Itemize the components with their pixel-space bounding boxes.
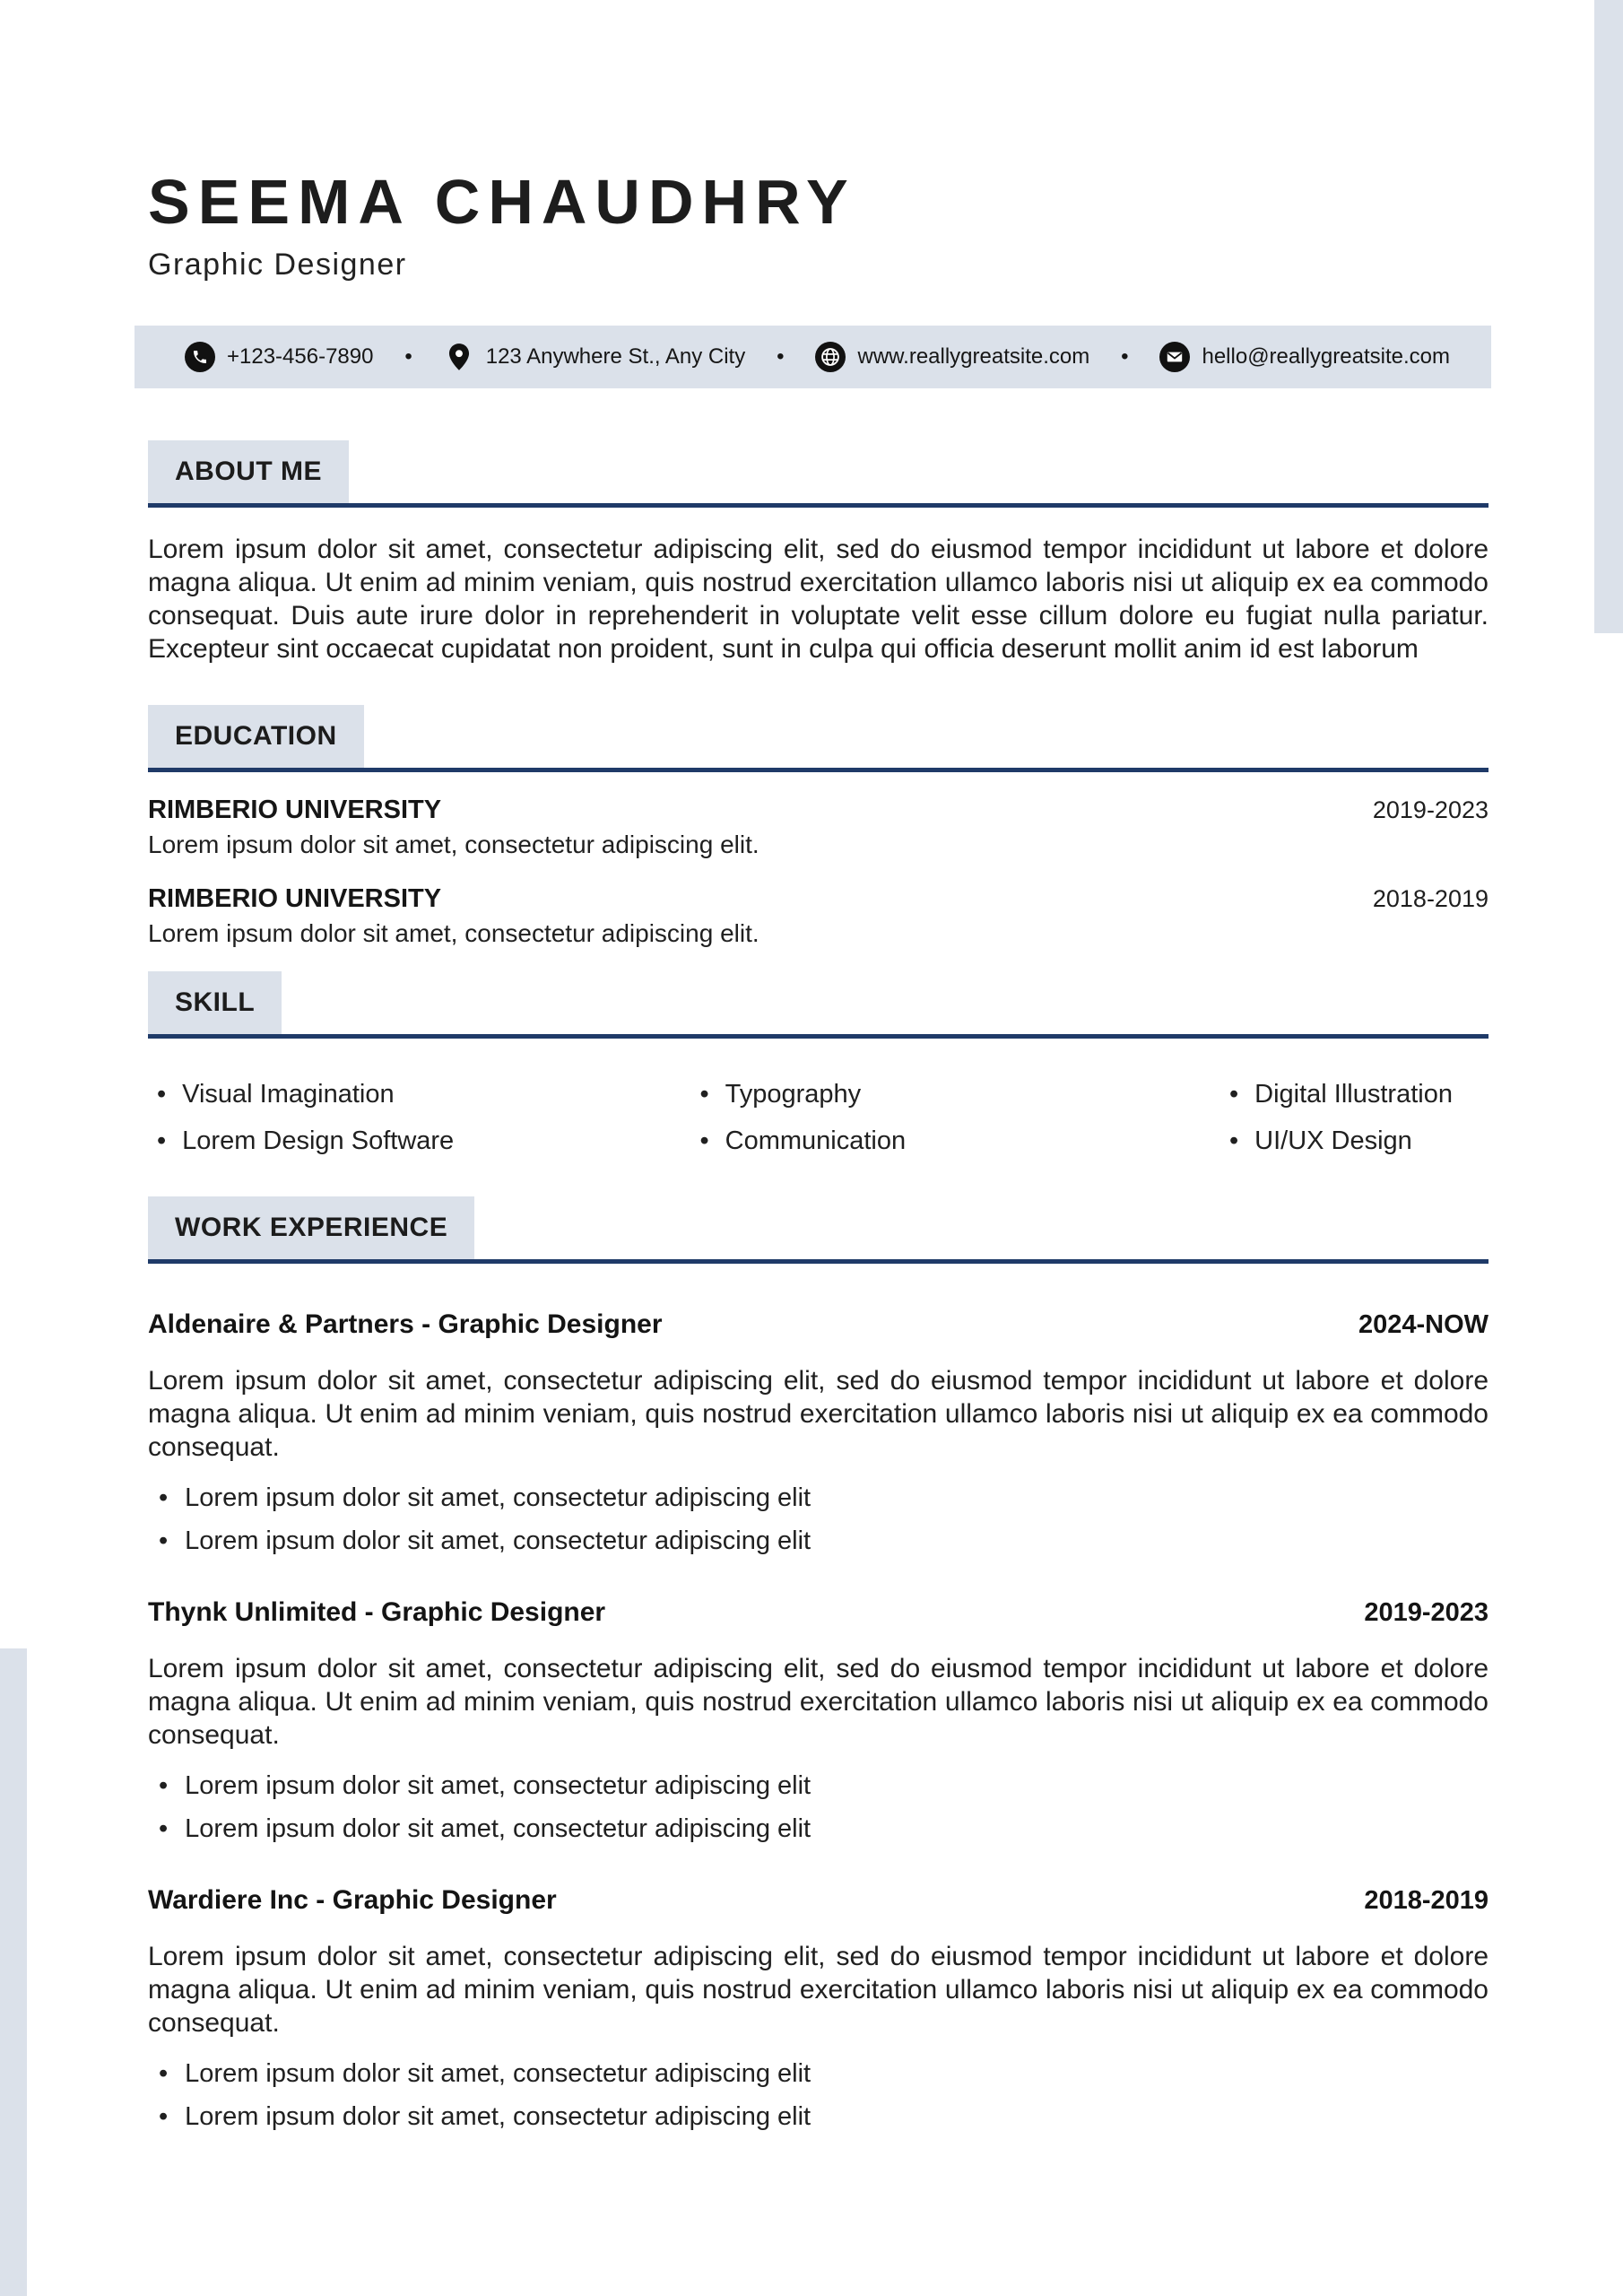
skill-label: Lorem Design Software: [182, 1126, 455, 1155]
work-dates: 2019-2023: [1364, 1598, 1488, 1627]
section-education: [148, 705, 1488, 948]
bullet-marker: •: [159, 2059, 169, 2088]
bullet-marker: •: [159, 2102, 169, 2131]
section-label-work-experience: WORK EXPERIENCE: [148, 1196, 474, 1259]
work-bullet: [148, 1770, 1488, 1802]
section-work-experience: [148, 1196, 1488, 2133]
bullet-marker: •: [159, 1526, 169, 1555]
bullet-marker: •: [699, 1126, 709, 1155]
work-description: Lorem ipsum dolor sit amet, consectetur adipiscing elit, sed do eiusmod tempor incididunt ut labore et dolore magna aliqua. Ut enim ad minim veniam, quis nostrud exercitation ullamco laboris nisi ut aliquip ex ea commodo consequat.: [148, 1942, 1488, 2038]
section-label-education: EDUCATION: [148, 705, 364, 768]
work-bullet: [148, 2100, 1488, 2133]
skill-label: Digital Illustration: [1254, 1080, 1453, 1109]
work-title: Thynk Unlimited - Graphic Designer: [148, 1597, 606, 1627]
skill-item: [1220, 1078, 1488, 1110]
separator-dot: •: [404, 344, 412, 369]
work-entry: [148, 1884, 1488, 2133]
skill-item: [690, 1125, 1220, 1157]
education-dates: 2018-2019: [1372, 885, 1488, 912]
separator-dot: •: [1121, 344, 1129, 369]
contact-bar: [135, 326, 1491, 388]
work-entry: [148, 1309, 1488, 1557]
work-bullet: [148, 1482, 1488, 1514]
work-bullet-list: [148, 1482, 1488, 1557]
email-icon: [1159, 342, 1190, 372]
skill-label: Communication: [725, 1126, 907, 1155]
education-entry: [148, 884, 1488, 948]
globe-icon: [815, 342, 846, 372]
bullet-marker: •: [157, 1126, 167, 1155]
skill-item: [1220, 1125, 1488, 1157]
education-school: RIMBERIO UNIVERSITY: [148, 796, 442, 824]
education-description: Lorem ipsum dolor sit amet, consectetur adipiscing elit.: [148, 919, 759, 947]
section-head-rule: [148, 440, 1488, 508]
contact-phone: [185, 342, 373, 372]
work-entry: [148, 1596, 1488, 1845]
bullet-marker: •: [157, 1080, 167, 1109]
phone-icon: [185, 342, 215, 372]
work-bullet-text: Lorem ipsum dolor sit amet, consectetur adipiscing elit: [185, 2102, 812, 2131]
work-dates: 2018-2019: [1364, 1886, 1488, 1915]
section-label-skill: SKILL: [148, 971, 282, 1034]
section-label-about-me: ABOUT ME: [148, 440, 349, 503]
work-bullet-text: Lorem ipsum dolor sit amet, consectetur adipiscing elit: [185, 1814, 812, 1843]
resume-content: [148, 0, 1488, 2133]
skill-label: Typography: [725, 1080, 862, 1109]
skill-grid: [148, 1078, 1488, 1157]
work-bullet-text: Lorem ipsum dolor sit amet, consectetur adipiscing elit: [185, 2059, 812, 2088]
contact-address-text: 123 Anywhere St., Any City: [485, 344, 746, 369]
work-bullet-text: Lorem ipsum dolor sit amet, consectetur adipiscing elit: [185, 1771, 812, 1800]
work-description: Lorem ipsum dolor sit amet, consectetur adipiscing elit, sed do eiusmod tempor incididunt ut labore et dolore magna aliqua. Ut enim ad minim veniam, quis nostrud exercitation ullamco laboris nisi ut aliquip ex ea commodo consequat.: [148, 1366, 1488, 1462]
work-bullet: [148, 2057, 1488, 2090]
skill-label: Visual Imagination: [182, 1080, 395, 1109]
person-job-title: Graphic Designer: [148, 248, 407, 282]
bullet-marker: •: [159, 1771, 169, 1800]
section-head-rule: [148, 971, 1488, 1039]
contact-email: [1159, 342, 1449, 372]
work-bullet-list: [148, 1770, 1488, 1845]
contact-email-text: hello@reallygreatsite.com: [1202, 344, 1450, 369]
bullet-marker: •: [699, 1080, 709, 1109]
decor-strip-left: [0, 1648, 27, 2296]
work-bullet-text: Lorem ipsum dolor sit amet, consectetur adipiscing elit: [185, 1483, 812, 1512]
person-name: SEEMA CHAUDHRY: [148, 167, 856, 237]
section-about-me: [148, 440, 1488, 665]
work-title: Aldenaire & Partners - Graphic Designer: [148, 1309, 663, 1339]
section-head-rule: [148, 705, 1488, 772]
bullet-marker: •: [159, 1814, 169, 1843]
work-bullet-list: [148, 2057, 1488, 2133]
work-description: Lorem ipsum dolor sit amet, consectetur adipiscing elit, sed do eiusmod tempor incididunt ut labore et dolore magna aliqua. Ut enim ad minim veniam, quis nostrud exercitation ullamco laboris nisi ut aliquip ex ea commodo consequat.: [148, 1654, 1488, 1750]
education-description: Lorem ipsum dolor sit amet, consectetur adipiscing elit.: [148, 831, 759, 858]
work-dates: 2024-NOW: [1358, 1310, 1488, 1339]
skill-label: UI/UX Design: [1254, 1126, 1412, 1155]
contact-website: [815, 342, 1089, 372]
contact-address: [444, 342, 746, 372]
work-bullet: [148, 1813, 1488, 1845]
skill-item: [148, 1125, 690, 1157]
contact-phone-text: +123-456-7890: [227, 344, 374, 369]
bullet-marker: •: [1228, 1080, 1239, 1109]
separator-dot: •: [777, 344, 785, 369]
education-entry: [148, 796, 1488, 859]
work-title: Wardiere Inc - Graphic Designer: [148, 1885, 557, 1915]
section-skill: [148, 971, 1488, 1157]
section-head-rule: [148, 1196, 1488, 1264]
about-me-paragraph: Lorem ipsum dolor sit amet, consectetur adipiscing elit, sed do eiusmod tempor incididunt ut labore et dolore magna aliqua. Ut enim ad minim veniam, quis nostrud exercitation ullamco laboris nisi ut aliquip ex ea commodo consequat. Duis aute irure dolor in reprehenderit in voluptate velit esse cillum dolore eu fugiat nulla pariatur. Excepteur sint occaecat cupidatat non proident, sunt in culpa qui officia deserunt mollit anim id est laborum: [148, 535, 1488, 664]
location-icon: [444, 342, 474, 372]
work-bullet: [148, 1525, 1488, 1557]
education-school: RIMBERIO UNIVERSITY: [148, 884, 442, 913]
decor-strip-right: [1594, 0, 1623, 633]
work-bullet-text: Lorem ipsum dolor sit amet, consectetur adipiscing elit: [185, 1526, 812, 1555]
bullet-marker: •: [159, 1483, 169, 1512]
bullet-marker: •: [1228, 1126, 1239, 1155]
education-dates: 2019-2023: [1372, 796, 1488, 823]
skill-item: [690, 1078, 1220, 1110]
contact-website-text: www.reallygreatsite.com: [857, 344, 1090, 369]
skill-item: [148, 1078, 690, 1110]
